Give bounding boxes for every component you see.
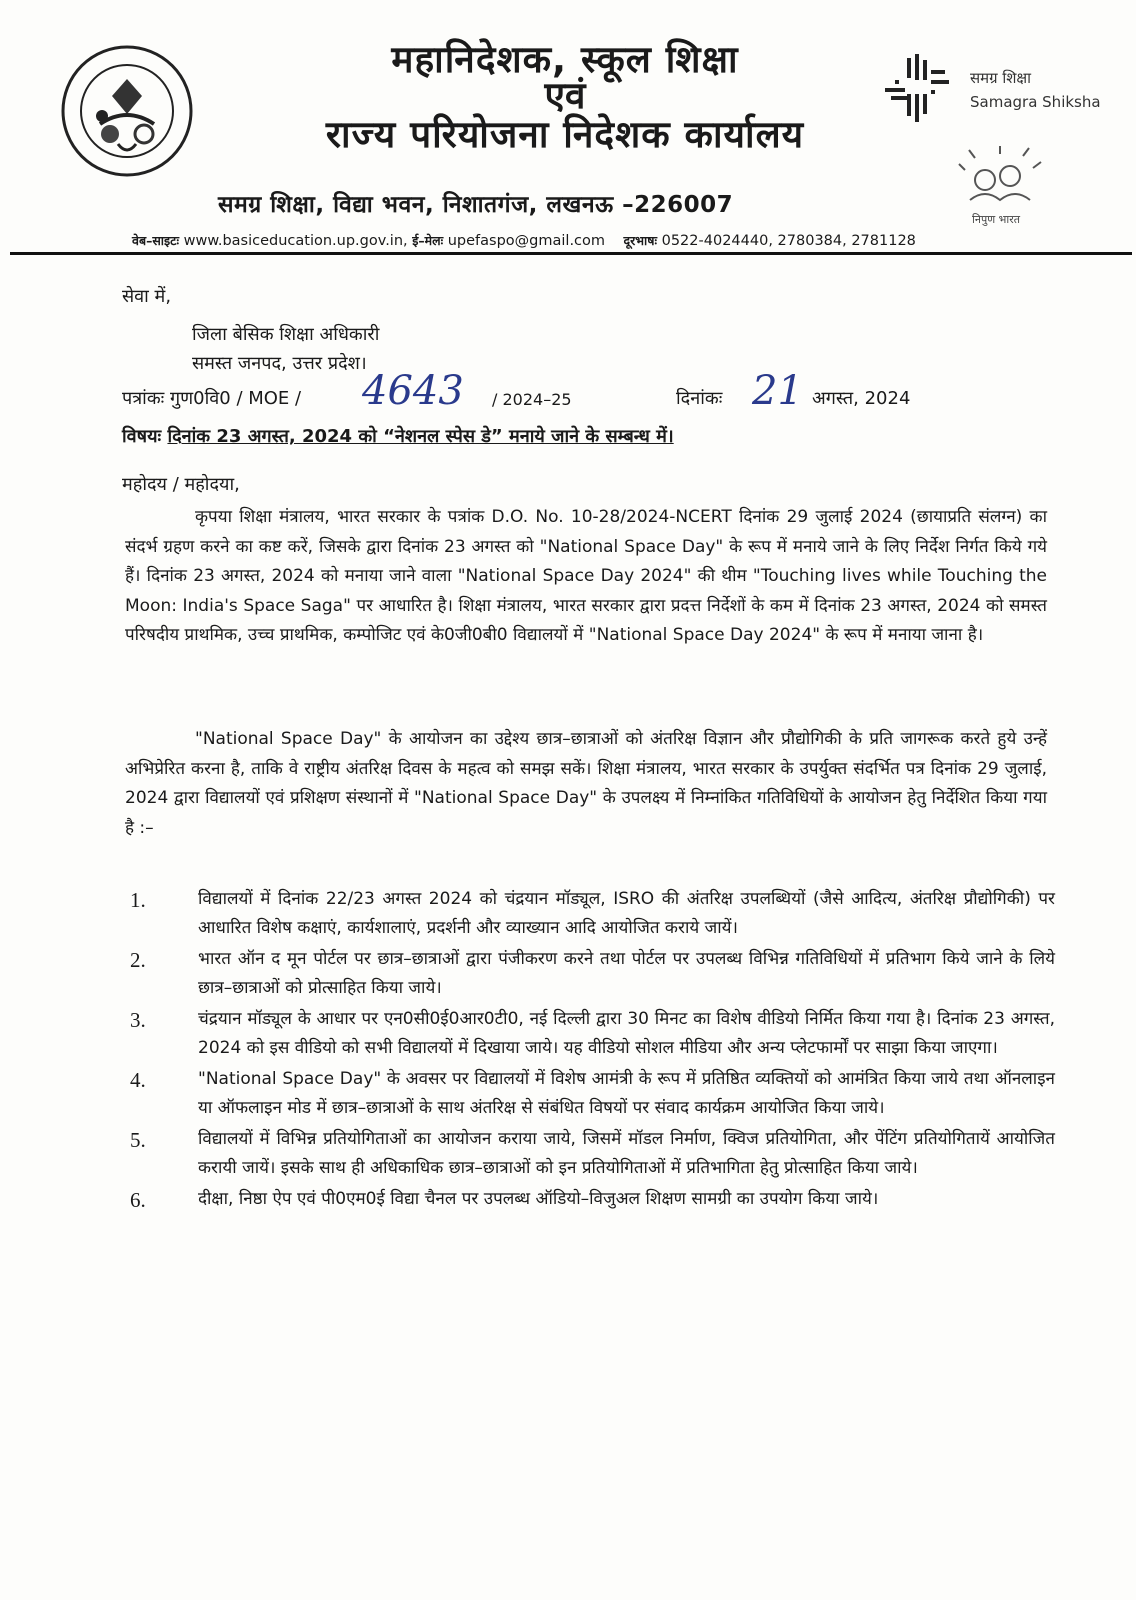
list-item (130, 885, 1055, 942)
office-title (215, 40, 915, 158)
subject-label: विषयः (122, 426, 162, 447)
title-line-3: राज्य परियोजना निदेशक कार्यालय (325, 113, 805, 156)
reference-prefix: पत्रांकः गुण0वि0 / MOE / (122, 388, 302, 409)
email-label: ई–मेलः (412, 233, 444, 248)
phone-label: दूरभाषः (623, 233, 657, 248)
header-divider (10, 252, 1132, 255)
list-item-number: 1. (130, 888, 146, 912)
date-label: दिनांकः (676, 388, 723, 409)
website-label: वेब–साइटः (132, 233, 179, 248)
salutation: महोदय / महोदया, (122, 474, 240, 495)
list-item-number: 2. (130, 948, 146, 972)
office-address: समग्र शिक्षा, विद्या भवन, निशातगंज, लखनऊ –226007 (218, 192, 734, 218)
activity-list (130, 885, 1055, 1217)
reference-number-handwritten: 4643 (362, 368, 464, 414)
list-item-text: विद्यालयों में विभिन्न प्रतियोगिताओं का आयोजन कराया जाये, जिसमें मॉडल निर्माण, क्विज प्रतियोगिता, और पेंटिंग प्रतियोगितायें आयोजित करायी जायें। इसके साथ ही अधिकाधिक छात्र–छात्राओं को इन प्रतियोगिताओं में प्रतिभागिता हेतु प्रोत्साहित किया जाये। (198, 1129, 1055, 1178)
addressee (192, 320, 379, 378)
list-item (130, 1185, 1055, 1214)
list-item-number: 6. (130, 1188, 146, 1212)
reference-suffix: / 2024–25 (492, 390, 572, 409)
up-government-emblem-icon (60, 44, 194, 178)
addressee-line-2: समस्त जनपद, उत्तर प्रदेश। (192, 353, 367, 374)
email-link[interactable]: upefaspo@gmail.com (447, 233, 606, 249)
samagra-hindi: समग्र शिक्षा (970, 69, 1032, 87)
samagra-english: Samagra Shiksha (970, 93, 1101, 111)
list-item-text: दीक्षा, निष्ठा ऐप एवं पी0एम0ई विद्या चैनल पर उपलब्ध ऑडियो–विजुअल शिक्षण सामग्री का उपयोग किया जाये। (198, 1189, 879, 1209)
title-line-2: एवं (544, 74, 586, 117)
title-line-1: महानिदेशक, स्कूल शिक्षा (391, 38, 739, 81)
addressee-line-1: जिला बेसिक शिक्षा अधिकारी (192, 324, 380, 345)
samagra-shiksha-label (970, 66, 1101, 114)
list-item-text: भारत ऑन द मून पोर्टल पर छात्र–छात्राओं द्वारा पंजीकरण करने तथा पोर्टल पर उपलब्ध विभिन्न गतिविधियों में प्रतिभाग किये जाने के लिये छात्र–छात्राओं को प्रोत्साहित किया जाये। (198, 949, 1055, 998)
list-item-number: 4. (130, 1068, 146, 1092)
list-item (130, 1125, 1055, 1182)
list-item (130, 1065, 1055, 1122)
contact-line (132, 232, 916, 249)
list-item-text: चंद्रयान मॉड्यूल के आधार पर एन0सी0ई0आर0टी0, नई दिल्ली द्वारा 30 मिनट का विशेष वीडियो निर्मित किया गया है। दिनांक 23 अगस्त, 2024 को इस वीडियो को सभी विद्यालयों में दिखाया जाये। यह वीडियो सोशल मीडिया और अन्य प्लेटफार्मों पर साझा किया जाएगा। (198, 1009, 1055, 1058)
subject-text: दिनांक 23 अगस्त, 2024 को “नेशनल स्पेस डे” मनाये जाने के सम्बन्ध में। (167, 426, 674, 447)
reference-row (122, 368, 1022, 420)
list-item-text: विद्यालयों में दिनांक 22/23 अगस्त 2024 को चंद्रयान मॉड्यूल, ISRO की अंतरिक्ष उपलब्धियों (जैसे आदित्य, अंतरिक्ष प्रौद्योगिकी) पर आधारित विशेष कक्षाएं, कार्यशालाएं, प्रदर्शनी और व्याख्यान आदि आयोजित कराये जायें। (198, 889, 1055, 938)
date-day-handwritten: 21 (752, 368, 803, 414)
paragraph-1: कृपया शिक्षा मंत्रालय, भारत सरकार के पत्रांक D.O. No. 10-28/2024-NCERT दिनांक 29 जुलाई 2024 (छायाप्रति संलग्न) का संदर्भ ग्रहण करने का कष्ट करें, जिसके द्वारा दिनांक 23 अगस्त को "National Space Day" के रूप में मनाये जाने के लिए निर्देश निर्गत किये गये हैं। दिनांक 23 अगस्त, 2024 को मनाया जाने वाला "National Space Day 2024" की थीम "Touching lives while Touching the Moon: India's Space Saga" पर आधारित है। शिक्षा मंत्रालय, भारत सरकार द्वारा प्रदत्त निर्देशों के कम में दिनांक 23 अगस्त, 2024 को समस्त परिषदीय प्राथमिक, उच्च प्राथमिक, कम्पोजिट एवं के0जी0बी0 विद्यालयों में "National Space Day 2024" के रूप में मनाया जाना है। (125, 507, 1047, 645)
website-link[interactable]: www.basiceducation.up.gov.in, (183, 233, 408, 249)
paragraph-2: "National Space Day" के आयोजन का उद्देश्य छात्र–छात्राओं को अंतरिक्ष विज्ञान और प्रौद्योगिकी के प्रति जागरूक करते हुये उन्हें अभिप्रेरित करना है, ताकि वे राष्ट्रीय अंतरिक्ष दिवस के महत्व को समझ सकें। शिक्षा मंत्रालय, भारत सरकार के उपर्युक्त संदर्भित पत्र दिनांक 29 जुलाई, 2024 द्वारा विद्यालयों एवं प्रशिक्षण संस्थानों में "National Space Day" के उपलक्ष्य में निम्नांकित गतिविधियों के आयोजन हेतु निर्देशित किया गया है :– (125, 729, 1047, 838)
phone-numbers: 0522-4024440, 2780384, 2781128 (661, 233, 916, 249)
seva-mein: सेवा में, (122, 286, 172, 307)
list-item-number: 3. (130, 1008, 146, 1032)
date-month-year: अगस्त, 2024 (812, 388, 911, 409)
list-item-number: 5. (130, 1128, 146, 1152)
list-item (130, 945, 1055, 1002)
nipun-bharat-label: निपुण भारत (972, 213, 1021, 226)
list-item (130, 1005, 1055, 1062)
subject-line (122, 424, 674, 448)
list-item-text: "National Space Day" के अवसर पर विद्यालयों में विशेष आमंत्री के रूप में प्रतिष्ठित व्यक्तियों को आमंत्रित किया जाये तथा ऑनलाइन या ऑफलाइन मोड में छात्र–छात्राओं के साथ अंतरिक्ष से संबंधित विषयों पर संवाद कार्यक्रम आयोजित किया जाये। (198, 1069, 1055, 1118)
